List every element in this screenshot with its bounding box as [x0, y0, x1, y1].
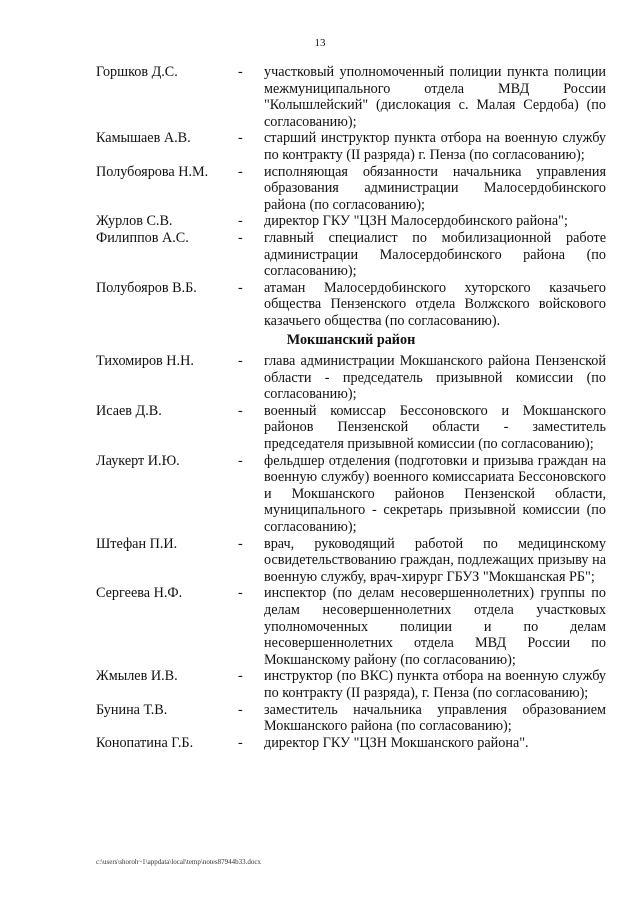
list-item [96, 280, 606, 330]
list-item [96, 403, 606, 453]
list-item [96, 353, 606, 403]
member-name: Лаукерт И.Ю. [96, 452, 180, 469]
member-list [96, 64, 606, 751]
member-dash: - [238, 279, 243, 296]
section-title: Мокшанский район [286, 331, 416, 348]
member-position: инспектор (по делам несовершеннолетних) группы по делам несовершеннолетних отдела участковых уполномоченных полиции и по делам несовершеннолетних отдела МВД России по Мокшанскому району (по согласованию); [264, 585, 606, 668]
list-item [96, 453, 606, 536]
page-number: 13 [314, 37, 326, 49]
member-position: участковый уполномоченный полиции пункта полиции межмуниципального отдела МВД России "Колышлейский" (дислокация с. Малая Сердоба) (по согласованию); [264, 64, 606, 130]
member-position: главный специалист по мобилизационной работе администрации Малосердобинского района (по согласованию); [264, 229, 606, 280]
member-name: Камышаев А.В. [96, 130, 191, 147]
member-name: Журлов С.В. [96, 213, 173, 230]
member-name: Бунина Т.В. [96, 701, 168, 718]
list-item [96, 585, 606, 668]
member-position: старший инструктор пункта отбора на военную службу по контракту (II разряда) г. Пенза (по согласованию); [264, 130, 606, 163]
list-item [96, 164, 606, 214]
member-name: Конопатина Г.Б. [96, 734, 194, 751]
member-position: фельдшер отделения (подготовки и призыва граждан на военную службу) военного комиссариата Бессоновского и Мокшанского районов Пензенской области, муниципального - секретарь призывной комиссии (по согласованию); [264, 452, 606, 536]
member-name: Полубояров В.Б. [96, 279, 197, 296]
list-item [96, 702, 606, 735]
file-path-footer: c:\users\shoroh~1\appdata\local\temp\notes87944b33.docx [96, 858, 261, 866]
member-dash: - [238, 452, 243, 469]
member-name: Исаев Д.В. [96, 402, 162, 419]
member-position: исполняющая обязанности начальника управления образования администрации Малосердобинского района (по согласованию); [264, 163, 606, 213]
member-position: директор ГКУ "ЦЗН Мокшанского района". [264, 734, 529, 751]
member-name: Горшков Д.С. [96, 64, 178, 80]
member-dash: - [238, 668, 243, 685]
member-dash: - [238, 163, 243, 180]
member-position: военный комиссар Бессоновского и Мокшанского районов Пензенской области - заместитель председателя призывной комиссии (по согласованию); [264, 402, 606, 453]
member-name: Сергеева Н.Ф. [96, 585, 183, 602]
list-item [96, 213, 606, 230]
list-item [96, 735, 606, 752]
member-dash: - [238, 701, 243, 718]
member-name: Жмылев И.В. [96, 668, 178, 685]
list-item [96, 230, 606, 280]
list-item [96, 668, 606, 701]
member-dash: - [238, 229, 243, 246]
member-name: Штефан П.И. [96, 535, 178, 552]
member-dash: - [238, 734, 243, 751]
member-dash: - [238, 402, 243, 419]
member-position: врач, руководящий работой по медицинскому освидетельствованию граждан, подлежащих призыву на военную службу, врач-хирург ГБУЗ "Мокшанская РБ"; [264, 535, 606, 585]
member-position: атаман Малосердобинского хуторского казачьего общества Пензенского отдела Волжского войскового казачьего общества (по согласованию). [264, 279, 606, 329]
list-item [96, 130, 606, 163]
member-name: Полубоярова Н.М. [96, 163, 209, 180]
member-position: глава администрации Мокшанского района Пензенской области - председатель призывной комиссии (по согласованию); [264, 353, 606, 403]
member-dash: - [238, 535, 243, 552]
member-dash: - [238, 130, 243, 147]
member-position: директор ГКУ "ЦЗН Малосердобинского района"; [264, 213, 568, 230]
member-name: Филиппов А.С. [96, 229, 189, 246]
member-position: инструктор (по ВКС) пункта отбора на военную службу по контракту (II разряда), г. Пенза (по согласованию); [264, 668, 606, 701]
member-dash: - [238, 353, 243, 370]
member-dash: - [238, 585, 243, 602]
list-item [96, 64, 606, 130]
member-position: заместитель начальника управления образованием Мокшанского района (по согласованию); [264, 701, 606, 735]
member-dash: - [238, 213, 243, 230]
list-item [96, 536, 606, 586]
member-dash: - [238, 64, 243, 80]
member-name: Тихомиров Н.Н. [96, 353, 194, 370]
